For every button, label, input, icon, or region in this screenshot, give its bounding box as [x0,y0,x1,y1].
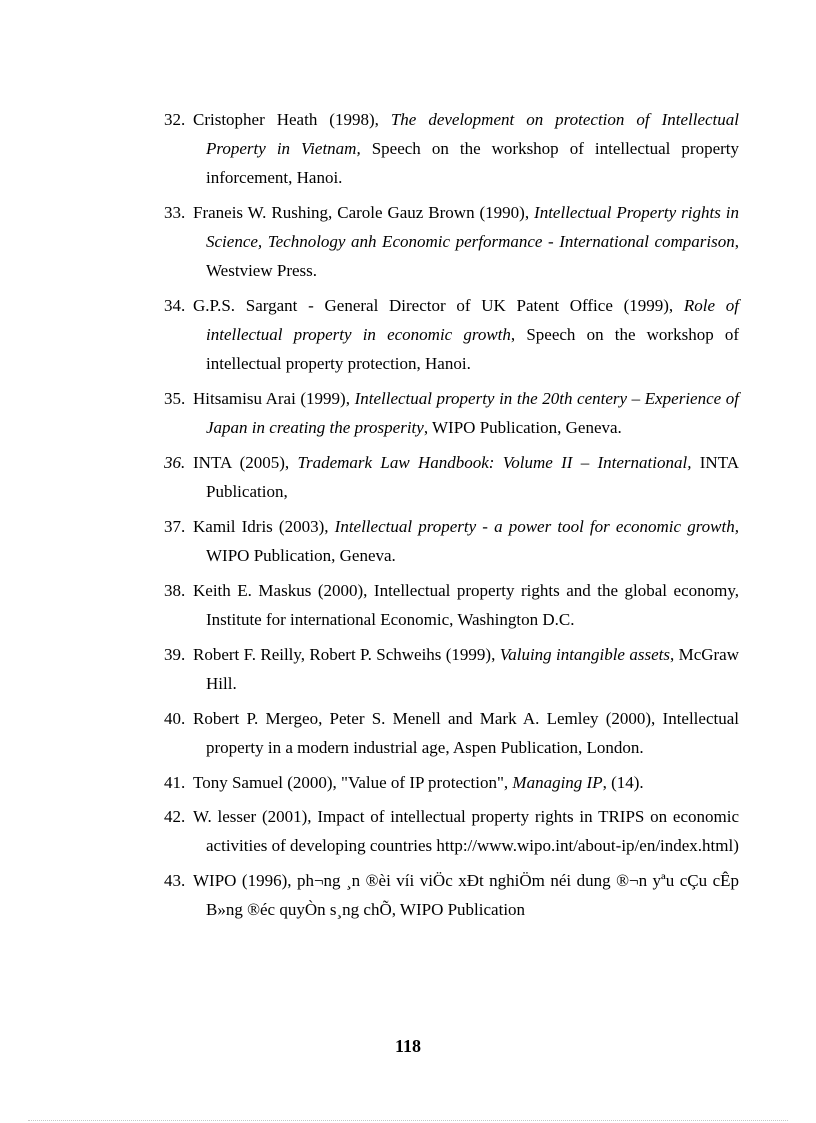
reference-item [135,198,739,285]
reference-title: Role of intellectual property in economic growth [206,296,739,344]
reference-authors: Robert F. Reilly, Robert P. Schweihs (1999), [193,645,500,664]
reference-authors: Franeis W. Rushing, Carole Gauz Brown (1990), [193,203,535,222]
reference-authors: WIPO (1996), ph¬ng ¸n ®èi víi viÖc xÐt nghiÖm néi dung ®¬n yªu cÇu cÊp B»ng ®éc quyÒn s¸ng chÕ, WIPO Publication [193,871,739,919]
reference-details: WIPO Publication, Geneva. [206,546,396,565]
reference-details: , McGraw Hill. [206,645,740,693]
reference-item [135,640,739,698]
reference-list [135,105,739,930]
reference-authors: W. lesser (2001), Impact of intellectual property rights in TRIPS on economic activities of developing countries http://www.wipo.int/about-ip/en/index.html) [193,807,739,855]
reference-title: Intellectual Property rights in Science, Technology anh Economic performance - International comparison [206,203,739,251]
reference-title: The development on protection of Intellectual Property in Vietnam, [206,110,739,158]
reference-number: 38. [164,581,186,600]
reference-authors: INTA (2005), [193,453,298,472]
reference-title: Managing IP [512,773,603,792]
reference-details: INTA Publication, [206,453,739,501]
reference-title: Trademark Law Handbook: Volume II – International, [297,453,692,472]
reference-item [135,512,739,570]
reference-number: 39. [164,645,186,664]
page-number: 118 [394,1036,421,1056]
reference-number: 40. [164,709,186,728]
reference-item [135,105,739,192]
reference-details: , (14). [602,773,644,792]
reference-details: , WIPO Publication, Geneva. [423,418,622,437]
reference-authors: Kamil Idris (2003), [193,517,335,536]
reference-authors: Robert P. Mergeo, Peter S. Menell and Mark A. Lemley (2000), Intellectual property in a modern industrial age, Aspen Publication, London. [193,709,739,757]
reference-item [135,866,739,924]
reference-details: , Speech on the workshop of intellectual property protection, Hanoi. [206,325,740,373]
reference-authors: Cristopher Heath (1998), [193,110,391,129]
reference-authors: Hitsamisu Arai (1999), [193,389,355,408]
reference-number: 41. [164,773,186,792]
reference-details: Speech on the workshop of intellectual property inforcement, Hanoi. [206,139,739,187]
reference-title: Intellectual property - a power tool for economic growth, [334,517,739,536]
reference-number: 35. [164,389,186,408]
reference-item [135,384,739,442]
reference-number: 37. [164,517,186,536]
reference-details: , Westview Press. [206,232,739,280]
reference-number: 33. [164,203,186,222]
reference-title: Valuing intangible assets [499,645,670,664]
reference-authors: Keith E. Maskus (2000), Intellectual property rights and the global economy, Institute for international Economic, Washington D.C. [193,581,739,629]
reference-item [135,448,739,506]
reference-number: 43. [164,871,186,890]
reference-authors: Tony Samuel (2000), "Value of IP protection", [193,773,513,792]
reference-authors: G.P.S. Sargant - General Director of UK Patent Office (1999), [193,296,684,315]
reference-item [135,576,739,634]
reference-number: 42. [164,807,186,826]
reference-item [135,291,739,378]
footer-divider [28,1120,788,1121]
reference-item [135,768,739,797]
reference-number: 34. [164,296,186,315]
reference-item [135,704,739,762]
reference-item [135,803,739,860]
reference-title: Intellectual property in the 20th centery – Experience of Japan in creating the prosperity [206,389,739,437]
reference-number: 36. [164,453,186,472]
reference-number: 32. [164,110,186,129]
